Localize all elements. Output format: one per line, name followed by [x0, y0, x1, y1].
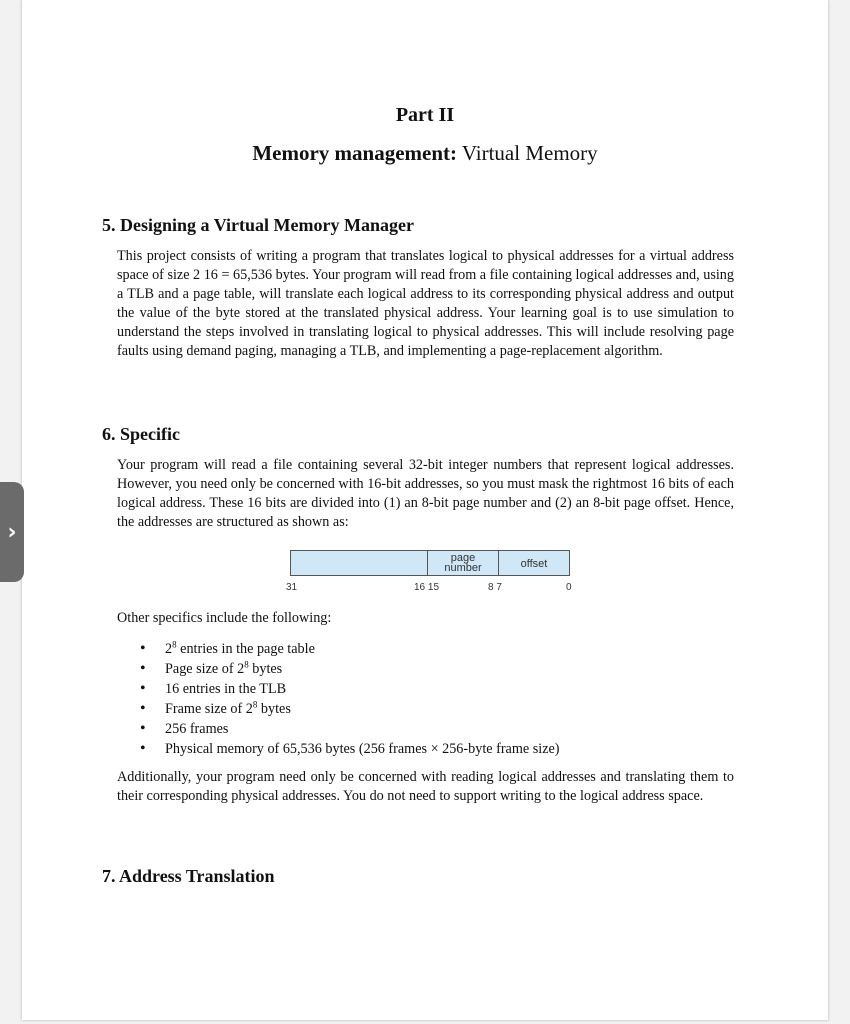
section-7-heading: 7. Address Translation [102, 866, 275, 886]
document-page [22, 0, 828, 1020]
specifics-intro: Other specifics include the following: [117, 610, 332, 626]
bit-31-label: 31 [286, 582, 298, 593]
section-6-heading: 6. Specific [102, 424, 180, 444]
part-title: Part II [395, 104, 455, 126]
list-item: • Page size of $2^8$ bytes [140, 659, 560, 679]
high-bits-box [290, 550, 428, 576]
list-item: • 256 frames [140, 719, 560, 739]
list-item: • Physical memory of 65,536 bytes (256 frames × 256-byte frame size) [140, 739, 560, 759]
subtitle-bold: Memory management: [252, 141, 457, 165]
offset-label: offset [520, 558, 548, 570]
subtitle-rest: Virtual Memory [457, 141, 598, 165]
section-6-closing: Additionally, your program need only be concerned with reading logical addresses and translating them to their corresponding physical addresses. You do not need to support writing to the logical address space. [117, 769, 734, 804]
section-5-body: This project consists of writing a program that translates logical to physical addresses for a virtual address space of size 2 16 = 65,536 bytes. Your program will read from a file containing logical addresses and, using a TLB and a page table, will translate each logical address to its corresponding physical address and output the value of the byte stored at the translated physical address. Your learning goal is to use simulation to understand the steps involved in translating logical to physical addresses. This will include resolving page faults using demand paging, managing a TLB, and implementing a page-replacement algorithm. [117, 248, 734, 359]
part-subtitle [22, 141, 828, 166]
specifics-list [140, 639, 560, 759]
list-item: • $2^8$ entries in the page table [140, 639, 560, 659]
chevron-right-icon: › [7, 519, 17, 545]
next-page-tab[interactable] [0, 482, 24, 582]
address-structure-diagram [278, 548, 578, 596]
offset-box [498, 550, 570, 576]
list-item: • Frame size of $2^8$ bytes [140, 699, 560, 719]
bit-0-label: 0 [566, 582, 572, 593]
page-number-box [427, 550, 499, 576]
list-item: • 16 entries in the TLB [140, 679, 560, 699]
section-6-body: Your program will read a file containing several 32-bit integer numbers that represent logical addresses. However, you need only be concerned with 16-bit addresses, so you must mask the rightmost 16 bits of each logical address. These 16 bits are divided into (1) an 8-bit page number and (2) an 8-bit page offset. Hence, the addresses are structured as shown as: [117, 457, 734, 530]
section-5-heading: 5. Designing a Virtual Memory Manager [102, 215, 414, 235]
page-label: page [450, 552, 476, 564]
bit-16-15-label: 16 15 [414, 582, 440, 593]
bit-8-7-label: 8 7 [488, 582, 502, 593]
number-label: number [444, 562, 482, 574]
